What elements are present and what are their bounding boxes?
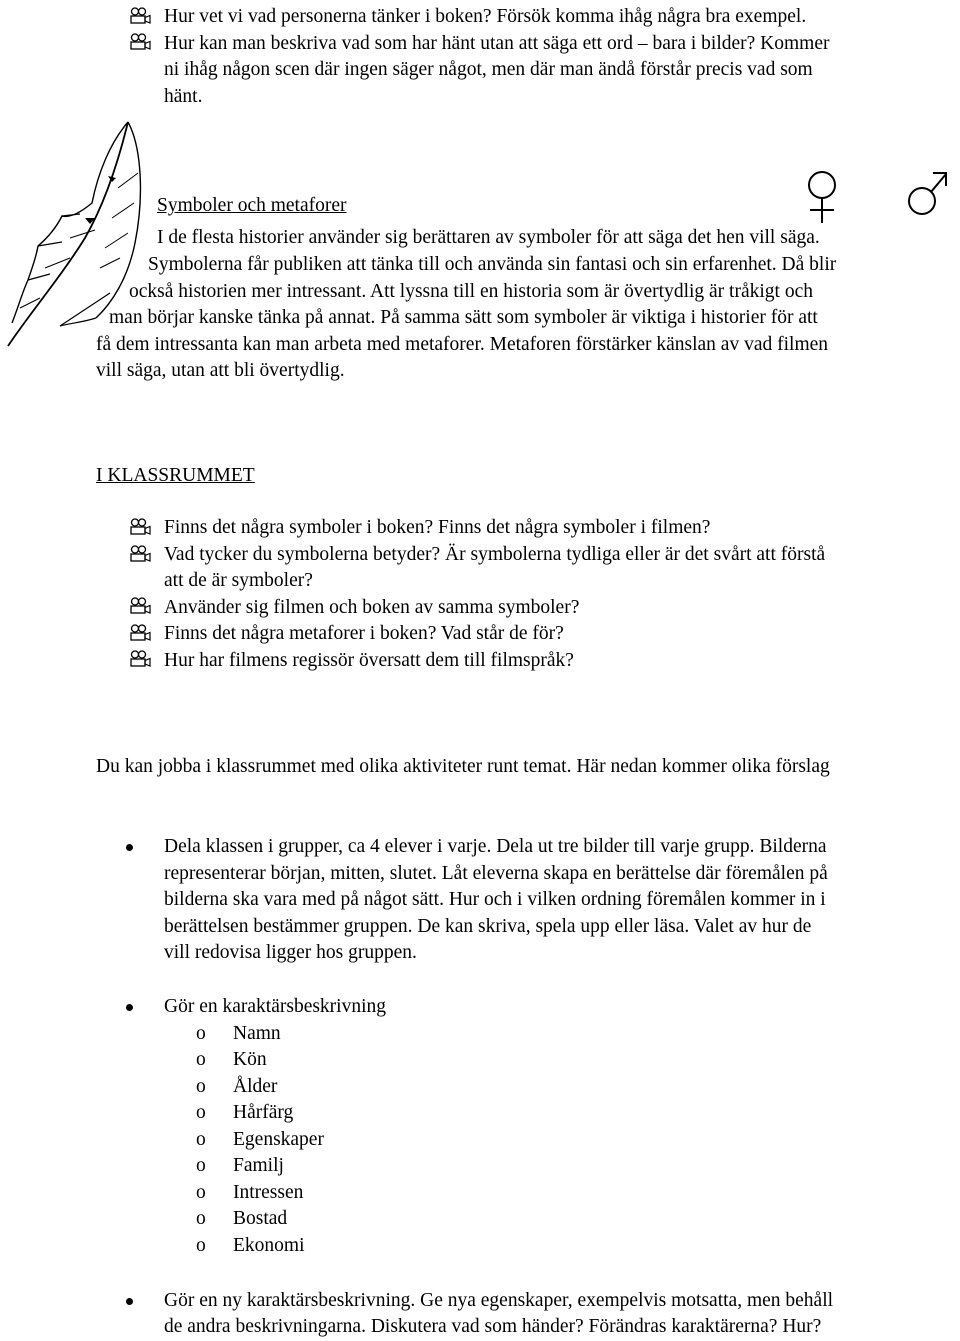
symbols-text-line-2: Symbolerna får publiken att tänka till och använda sin fantasi och sin erfarenhet. Då blir [148,254,837,275]
classroom-heading: I KLASSRUMMET [96,465,255,486]
film-camera-icon [128,7,152,25]
top-bullet-2-line-2: ni ihåg någon scen där ingen säger något, men där man ändå förstår precis vad som [164,59,813,80]
bullet-dot [126,1004,133,1011]
classroom-bullet-1-line-1: Finns det några symboler i boken? Finns det några symboler i filmen? [164,517,711,538]
top-bullet-2-line-1: Hur kan man beskriva vad som har hänt utan att säga ett ord – bara i bilder? Kommer [164,33,830,54]
classroom-bullet-2-line-2: att de är symboler? [164,570,313,591]
film-camera-icon [128,545,152,563]
activity-3-line-2: de andra beskrivningarna. Diskutera vad som händer? Förändras karaktärerna? Hur? [164,1316,822,1337]
activity-3-line-1: Gör en ny karaktärsbeskrivning. Ge nya egenskaper, exempelvis motsatta, men behåll [164,1290,834,1311]
classroom-bullet-5-line-1: Hur har filmens regissör översatt dem till filmspråk? [164,650,574,671]
symbols-text-line-5: få dem intressanta kan man arbeta med metaforer. Metaforen förstärker känslan av vad filmen [96,334,829,355]
bullet-dot [126,844,133,851]
activity-1-line-5: vill redovisa ligger hos gruppen. [164,942,417,963]
classroom-bullet-4-line-1: Finns det några metaforer i boken? Vad står de för? [164,623,564,644]
symbols-text-line-1: I de flesta historier använder sig berättaren av symboler för att säga det hen vill säga. [157,227,820,248]
top-bullet-1-line-1: Hur vet vi vad personerna tänker i boken? Försök komma ihåg några bra exempel. [164,6,807,27]
top-bullet-2-line-3: hänt. [164,86,203,107]
character-attribute-item: o Intressen [196,1182,304,1203]
character-attribute-item: o Ekonomi [196,1235,305,1256]
character-attribute-item: o Hårfärg [196,1102,294,1123]
activities-intro: Du kan jobba i klassrummet med olika aktiviteter runt temat. Här nedan kommer olika förslag [96,756,830,777]
symbols-text-line-6: vill säga, utan att bli övertydlig. [96,360,345,381]
symbols-heading: Symboler och metaforer [157,195,347,216]
film-camera-icon [128,518,152,536]
classroom-bullet-3-line-1: Använder sig filmen och boken av samma symboler? [164,597,580,618]
character-attribute-item: o Egenskaper [196,1129,324,1150]
classroom-bullet-2-line-1: Vad tycker du symbolerna betyder? Är symbolerna tydliga eller är det svårt att förstå [164,544,826,565]
bullet-dot [126,1298,133,1305]
character-attribute-item: o Familj [196,1155,284,1176]
character-attribute-item: o Kön [196,1049,267,1070]
activity-1-line-2: representerar början, mitten, slutet. Låt eleverna skapa en berättelse där föremålen på [164,863,828,884]
film-camera-icon [128,650,152,668]
symbols-text-line-4: man börjar kanske tänka på annat. På samma sätt som symboler är viktiga i historier för att [109,307,818,328]
activity-1-line-1: Dela klassen i grupper, ca 4 elever i varje. Dela ut tre bilder till varje grupp. Bilderna [164,836,827,857]
film-camera-icon [128,597,152,615]
activity-2-line-1: Gör en karaktärsbeskrivning [164,996,387,1017]
activity-1-line-4: berättelsen bestämmer gruppen. De kan skriva, spela upp eller läsa. Valet av hur de [164,916,812,937]
film-camera-icon [128,624,152,642]
activity-1-line-3: bilderna ska vara med på något sätt. Hur och i vilken ordning föremålen kommer in i [164,889,826,910]
symbols-text-line-3: också historien mer intressant. Att lyssna till en historia som är övertydlig är tråkigt och [129,281,813,302]
character-attribute-item: o Ålder [196,1076,278,1097]
character-attribute-item: o Namn [196,1023,281,1044]
character-attribute-item: o Bostad [196,1208,288,1229]
male-symbol-icon [904,168,952,229]
film-camera-icon [128,33,152,51]
